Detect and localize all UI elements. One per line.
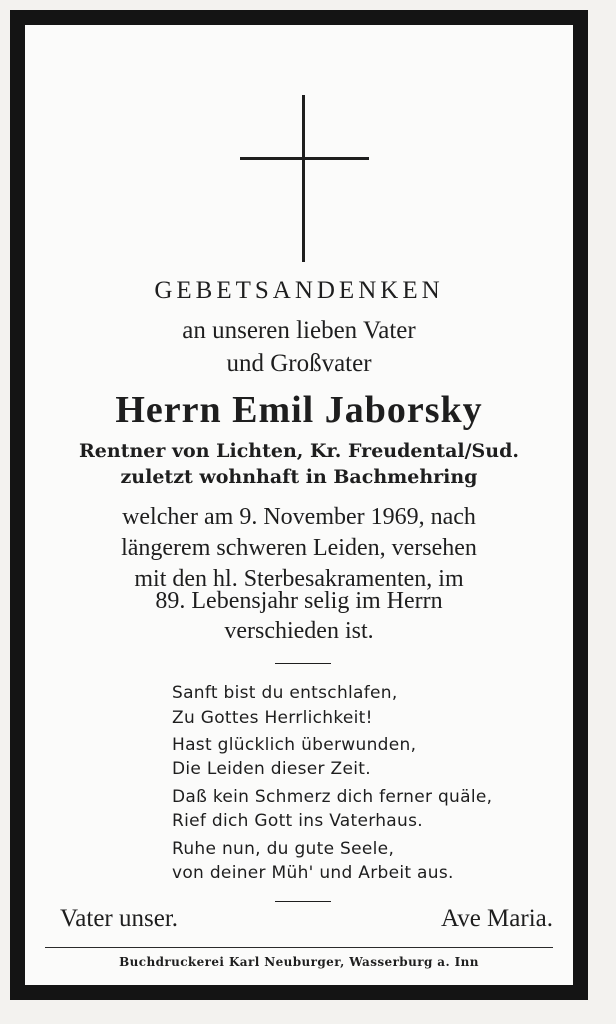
poem-line-6: Rief dich Gott ins Vaterhaus. (172, 811, 423, 831)
card-heading: GEBETSANDENKEN (154, 277, 444, 304)
cross-horizontal-bar (240, 157, 369, 160)
deceased-origin: Rentner von Lichten, Kr. Freudental/Sud. (79, 440, 519, 462)
body-line-3: mit den hl. Sterbesakramenten, im (134, 566, 464, 592)
body-line-2: längerem schweren Leiden, versehen (121, 535, 477, 561)
body-line-5: verschieden ist. (224, 618, 374, 644)
poem-line-3: Hast glücklich überwunden, (172, 735, 417, 755)
body-line-4: 89. Lebensjahr selig im Herrn (155, 588, 443, 614)
divider-bottom (275, 901, 331, 902)
poem-line-2: Zu Gottes Herrlichkeit! (172, 708, 373, 728)
deceased-name: Herrn Emil Jaborsky (115, 389, 483, 431)
poem-line-1: Sanft bist du entschlafen, (172, 683, 398, 703)
poem-line-4: Die Leiden dieser Zeit. (172, 759, 371, 779)
dedication-line-2: und Großvater (226, 350, 372, 377)
card-paper (25, 25, 573, 985)
cross-vertical-bar (302, 95, 305, 262)
footer-rule (45, 947, 553, 948)
poem-line-7: Ruhe nun, du gute Seele, (172, 839, 395, 859)
memorial-card (10, 10, 588, 1000)
prayer-ave-maria: Ave Maria. (441, 905, 553, 932)
poem-line-8: von deiner Müh' und Arbeit aus. (172, 863, 454, 883)
dedication-line-1: an unseren lieben Vater (182, 317, 416, 344)
printer-credit: Buchdruckerei Karl Neuburger, Wasserburg a. Inn (119, 955, 479, 969)
poem-line-5: Daß kein Schmerz dich ferner quäle, (172, 787, 493, 807)
prayer-vater-unser: Vater unser. (60, 905, 179, 932)
deceased-residence: zuletzt wohnhaft in Bachmehring (120, 466, 478, 488)
divider-top (275, 663, 331, 664)
body-line-1: welcher am 9. November 1969, nach (122, 504, 476, 530)
